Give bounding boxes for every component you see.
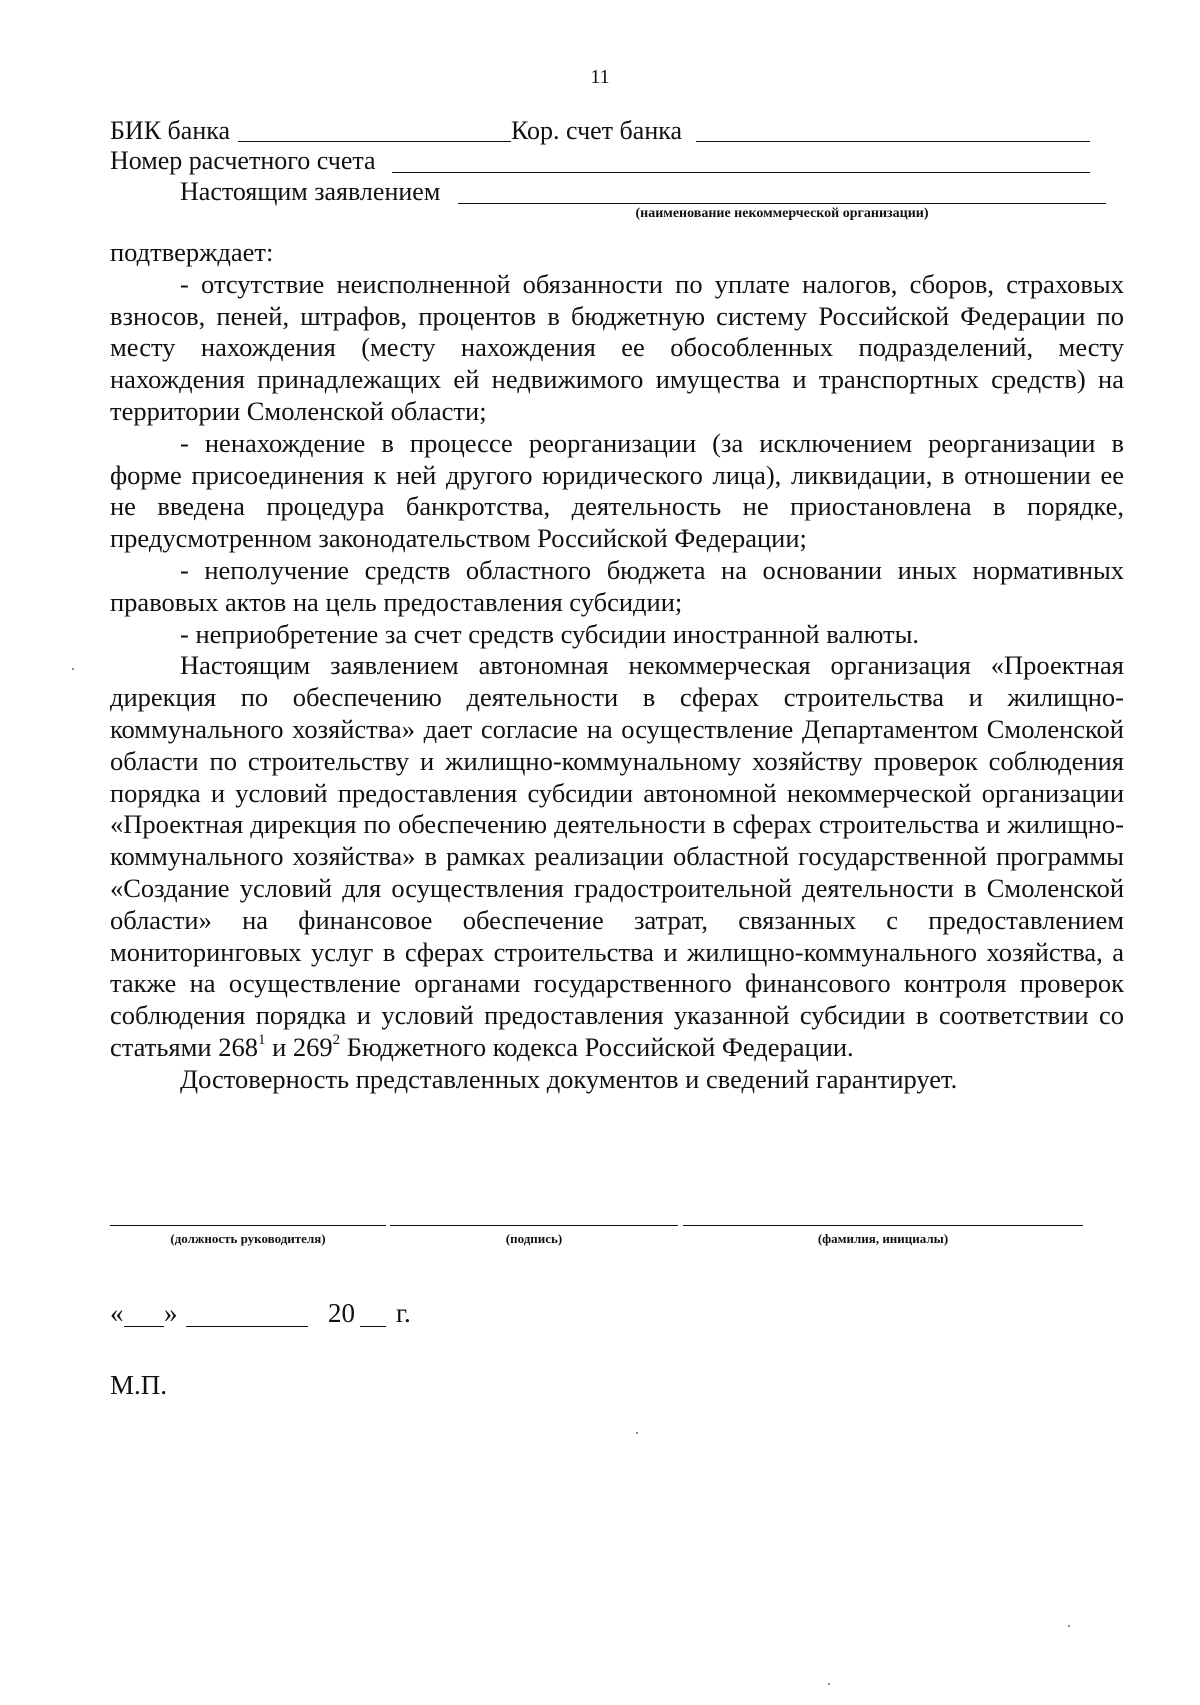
account-number-label: Номер расчетного счета xyxy=(110,146,376,175)
year-prefix: 20 xyxy=(328,1298,355,1328)
month-field[interactable] xyxy=(186,1326,308,1327)
date-close-quote: » xyxy=(164,1298,178,1328)
scan-speck xyxy=(1068,1625,1070,1627)
conjunction-and: и xyxy=(272,1031,287,1062)
date-open-quote: « xyxy=(110,1298,124,1328)
paragraph-guarantee: Достоверность представленных документов и сведений гарантирует. xyxy=(180,1063,958,1094)
date-row xyxy=(110,1298,430,1334)
bik-label: БИК банка xyxy=(110,116,231,145)
article-268: 268 xyxy=(218,1031,258,1062)
confirms-heading: подтверждает: xyxy=(110,237,274,267)
paragraph-no-foreign-currency: - неприобретение за счет средств субсидии иностранной валюты. xyxy=(180,618,920,649)
article-269: 269 xyxy=(292,1031,333,1062)
paragraph-no-tax-debt: - отсутствие неисполненной обязанности по уплате налогов, сборов, страховых взносов, пеней, штрафов, процентов в бюджетную систему Российской Федерации по месту нахождения (месту нахождения ее обособленных подразделений, месту нахождения принадлежащих ей недвижимого имущества и транспортных средств) на территории Смоленской области; xyxy=(110,268,1124,426)
signature-field[interactable] xyxy=(390,1225,678,1226)
day-field[interactable] xyxy=(124,1326,164,1327)
consent-text: Настоящим заявлением автономная некоммерческая организация «Проектная дирекция по обеспечению деятельности в сферах строительства и жилищно-коммунального хозяйства» дает согласие на осуществление Департаментом Смоленской области по строительству и жилищно-коммунальному хозяйству проверок соблюдения порядка и условий предоставления субсидии автономной некоммерческой организации «Проектная дирекция по обеспечению деятельности в сферах строительства и жилищно-коммунального хозяйства» в рамках реализации областной государственной программы «Создание условий для осуществления градостроительной деятельности в Смоленской области» на финансовое обеспечение затрат, связанных с предоставлением мониторинговых услуг в сферах строительства и жилищно-коммунального хозяйства, а также на осуществление органами государственного финансового контроля проверок соблюдения порядка и условий предоставления указанной субсидии в соответствии со статьями xyxy=(110,650,1124,1062)
statement-label: Настоящим заявлением xyxy=(180,177,441,206)
consent-text-tail: Бюджетного кодекса Российской Федерации. xyxy=(346,1031,854,1062)
position-field[interactable] xyxy=(110,1225,386,1226)
paragraph-no-reorganization: - ненахождение в процессе реорганизации (за исключением реорганизации в форме присоединения к ней другого юридического лица), ликвидации, в отношении ее не введена процедура банкротства, деятельность не приостановлена в порядке, предусмотренном законодательством Российской Федерации; xyxy=(110,427,1124,554)
bik-field[interactable] xyxy=(238,141,511,142)
article-268-superscript: 1 xyxy=(257,1031,266,1048)
article-269-superscript: 2 xyxy=(332,1031,341,1048)
year-field[interactable] xyxy=(360,1326,386,1327)
stamp-place: М.П. xyxy=(110,1370,168,1400)
signature-caption: (подпись) xyxy=(505,1231,563,1246)
name-caption: (фамилия, инициалы) xyxy=(817,1231,949,1246)
name-field[interactable] xyxy=(683,1225,1083,1226)
year-suffix: г. xyxy=(396,1298,411,1328)
statement-body xyxy=(110,237,1124,1096)
paragraph-no-other-funds: - неполучение средств областного бюджета на основании иных нормативных правовых актов на цель предоставления субсидии; xyxy=(110,554,1124,617)
organization-name-caption: (наименование некоммерческой организации) xyxy=(635,206,929,221)
scan-speck xyxy=(636,1432,638,1434)
account-number-field[interactable] xyxy=(392,172,1090,173)
organization-name-field[interactable] xyxy=(458,203,1106,204)
kor-account-field[interactable] xyxy=(696,141,1090,142)
position-caption: (должность руководителя) xyxy=(170,1231,326,1246)
scan-speck xyxy=(828,1683,830,1685)
paragraph-consent xyxy=(110,650,1124,1063)
page-number: 11 xyxy=(590,66,610,88)
scan-speck xyxy=(72,668,74,670)
kor-account-label: Кор. счет банка xyxy=(511,116,683,145)
